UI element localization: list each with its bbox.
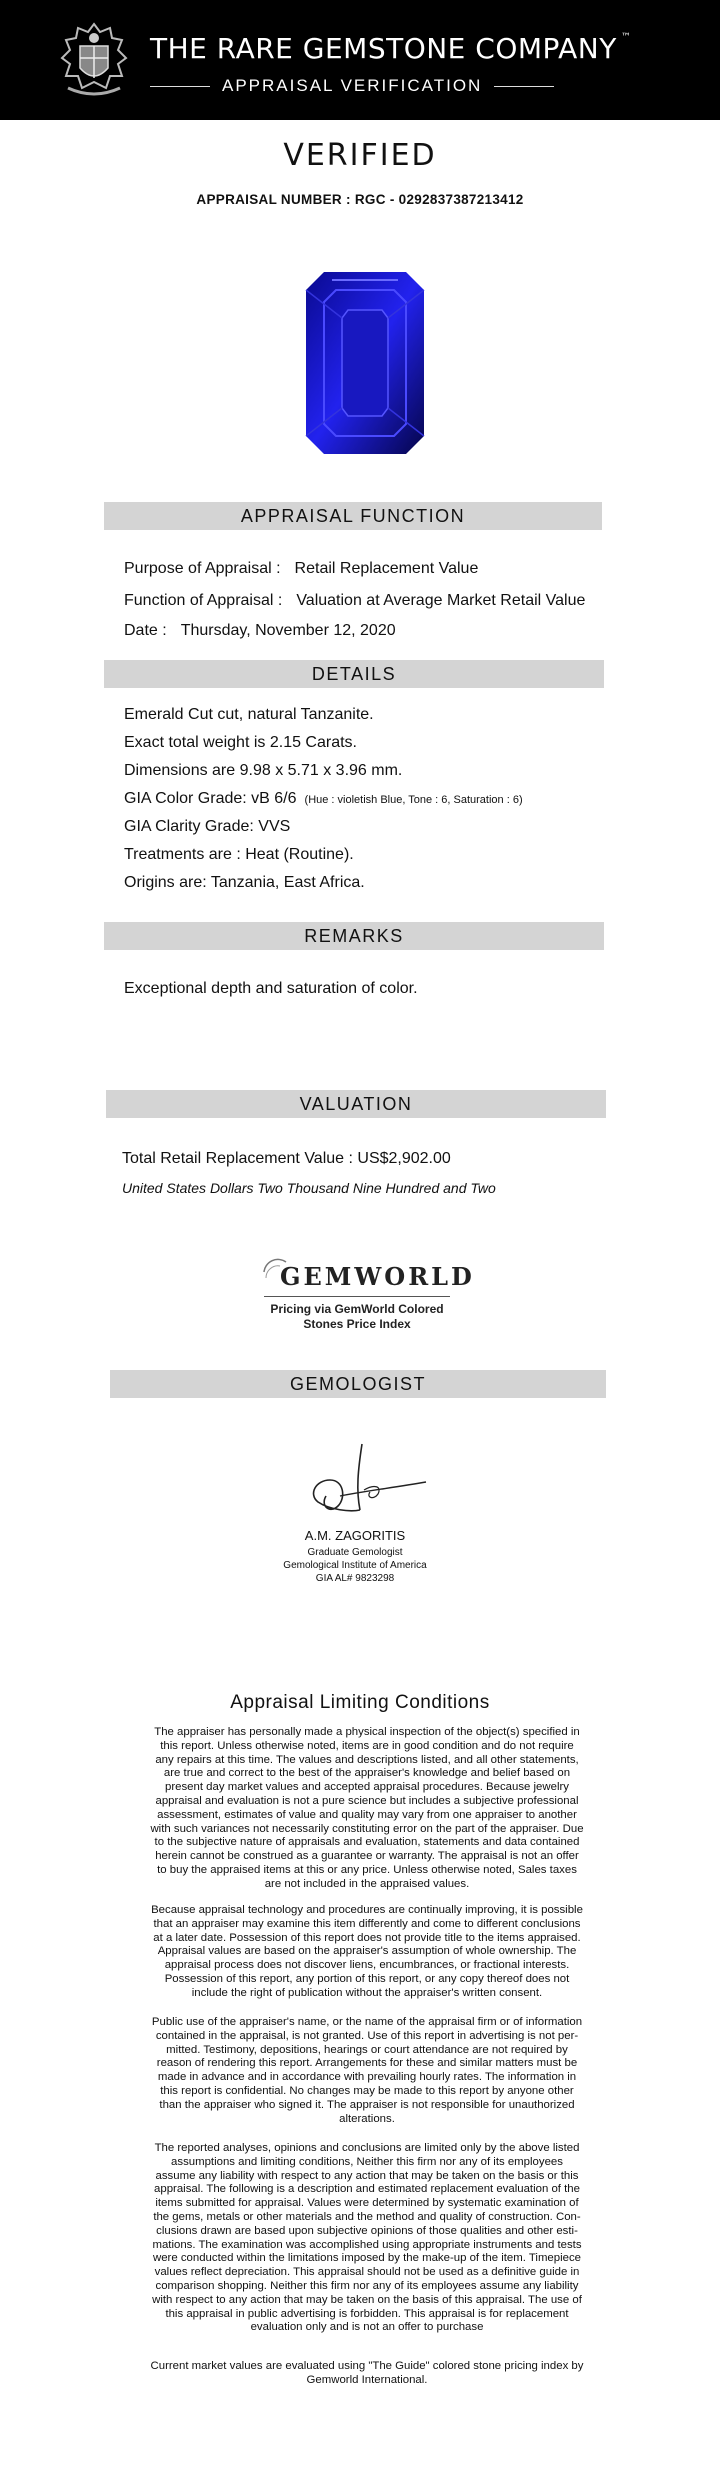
text-line: appraisal. The following is a description and estimated replacement evaluation of the [154, 2183, 580, 2196]
tanzanite-gem-image [302, 268, 428, 458]
text-line: Gemworld International. [306, 2373, 428, 2386]
text-line: Public use of the appraiser's name, or the name of the appraisal firm or of information [151, 2016, 583, 2028]
limiting-paragraph-4 [112, 2142, 622, 2335]
text-line: Current market values are evaluated using "The Guide" colored stone pricing index by [150, 2360, 584, 2372]
text-line: Because appraisal technology and procedures are continually improving, it is possible [151, 1904, 583, 1916]
text-line: Appraisal values are based on the appraiser's assumption of whole ownership. The [157, 1945, 577, 1958]
text-line: alterations. [339, 2112, 395, 2125]
text-line: at a later date. Possession of this report does not provide title to the items appraised. [153, 1931, 581, 1944]
limiting-paragraph-3 [112, 2016, 622, 2126]
text-line: comparison shopping. Neither this firm nor any of its employees assume any liability [155, 2279, 579, 2292]
text-line: with such variances not necessarily constituting error on the part of the appraiser. Due [150, 1822, 584, 1835]
text-line: with respect to any action that may be taken on the basis of this appraisal. The use of [152, 2293, 582, 2306]
crest-logo-icon [54, 18, 134, 102]
detail-origins: Origins are: Tanzania, East Africa. [124, 874, 365, 891]
date-row: Date : Thursday, November 12, 2020 [124, 622, 396, 639]
valuation-total: Total Retail Replacement Value : US$2,902.00 [122, 1150, 451, 1167]
header-bar [0, 0, 720, 120]
limiting-conditions-title: Appraisal Limiting Conditions [230, 1692, 490, 1713]
text-line: than the appraiser who signed it. The appraiser is not responsible for unauthorized [159, 2098, 575, 2111]
text-line: the gems, metals or other materials and the method and quality of construction. Con- [153, 2210, 581, 2223]
text-line: assume any liability with respect to any action that may be taken on the basis or this [155, 2169, 579, 2182]
gemologist-name: A.M. ZAGORITIS [304, 1528, 406, 1543]
text-line: mations. The examination was accomplished using appropriate instruments and tests [152, 2238, 582, 2251]
text-line: made in advance and in accordance with prevailing hourly rates. The information in [157, 2071, 577, 2084]
text-line: reason of rendering this report. Arrangements for these and similar matters must be [156, 2057, 578, 2070]
text-line: were conducted within the limitations imposed by the make-up of the item. Timepiece [153, 2252, 581, 2265]
text-line: items submitted for appraisal. Values were determined by systematic examination of [155, 2197, 579, 2210]
limiting-paragraph-1 [112, 1726, 622, 1892]
purpose-row: Purpose of Appraisal : Retail Replacement Value [124, 560, 479, 577]
text-line: to the subjective nature of appraisals and evaluation, statements and data contained [154, 1836, 580, 1849]
text-line: include the right of publication without the appraiser's written consent. [191, 1986, 543, 1999]
text-line: assessment, estimates of value and quality may vary from one appraiser to another [157, 1808, 577, 1821]
header-subtitle: APPRAISAL VERIFICATION [222, 76, 483, 95]
divider [264, 1296, 450, 1297]
verified-status: VERIFIED [283, 138, 437, 173]
text-line: evaluation only and is not an offer to purchase [250, 2321, 484, 2334]
text-line: mitted. Testimony, depositions, hearings or court attendance are not required by [166, 2043, 568, 2056]
section-heading-details: DETAILS [104, 660, 604, 688]
detail-cut: Emerald Cut cut, natural Tanzanite. [124, 706, 374, 723]
text-line: appraisal and evaluation is not a pure science but includes a subjective professional [155, 1794, 579, 1807]
color-note: (Hue : violetish Blue, Tone : 6, Saturation : 6) [304, 794, 523, 806]
detail-treatments: Treatments are : Heat (Routine). [124, 846, 354, 863]
limiting-paragraph-2 [112, 1904, 622, 2001]
text-line: are not included in the appraised values. [264, 1877, 470, 1890]
section-heading-appraisal-function: APPRAISAL FUNCTION [104, 502, 602, 530]
text-line: The appraiser has personally made a physical inspection of the object(s) specified in [154, 1726, 580, 1738]
appraisal-number: APPRAISAL NUMBER : RGC - 0292837387213412 [196, 192, 524, 207]
text-line: contained in the appraisal, is not granted. Use of this report in advertising is not per- [155, 2029, 579, 2042]
signature-image [300, 1440, 430, 1520]
text-line: appraisal process does not discover liens, encumbrances, or fractional interests. [164, 1959, 570, 1972]
detail-weight: Exact total weight is 2.15 Carats. [124, 734, 357, 751]
detail-clarity: GIA Clarity Grade: VVS [124, 818, 291, 835]
divider [494, 86, 554, 87]
gemologist-credentials: Graduate Gemologist Gemological Institute of America GIA AL# 9823298 [283, 1547, 427, 1584]
section-heading-remarks: REMARKS [104, 922, 604, 950]
text-line: Possession of this report, any portion of this report, or any copy thereof does not [164, 1972, 570, 1985]
valuation-words: United States Dollars Two Thousand Nine Hundred and Two [122, 1180, 496, 1196]
text-line: this report. Unless otherwise noted, items are in good condition and do not require [160, 1739, 574, 1752]
text-line: herein cannot be construed as a guarantee or warranty. The appraisal is not an offer [155, 1850, 579, 1863]
text-line: that an appraiser may examine this item differently and come to different conclusions [153, 1917, 581, 1930]
remarks-text: Exceptional depth and saturation of color. [124, 980, 418, 997]
text-line: this appraisal in public advertising is forbidden. This appraisal is for replacement [165, 2307, 569, 2320]
text-line: any repairs at this time. The values and descriptions listed, and all other statements, [155, 1753, 579, 1766]
limiting-paragraph-5 [112, 2360, 622, 2388]
text-line: this report is confidential. No changes may be made to this report by anyone other [160, 2084, 574, 2097]
text-line: The reported analyses, opinions and conclusions are limited only by the above listed [154, 2142, 580, 2154]
detail-dimensions: Dimensions are 9.98 x 5.71 x 3.96 mm. [124, 762, 403, 779]
text-line: to buy the appraised items at this or any price. Unless otherwise noted, Sales taxes [157, 1863, 577, 1876]
text-line: are true and correct to the best of the appraiser's knowledge and belief based on [163, 1767, 571, 1780]
section-heading-valuation: VALUATION [106, 1090, 606, 1118]
brand-name: THE RARE GEMSTONE COMPANY ™ [150, 32, 632, 65]
text-line: clusions drawn are based upon subjective opinions of those qualities and other esti- [156, 2224, 578, 2237]
text-line: values reflect depreciation. This appraisal should not be used as a definitive guide in [154, 2266, 580, 2279]
trademark: ™ [620, 32, 632, 43]
subtitle-row [150, 74, 650, 98]
divider [150, 86, 210, 87]
text-line: assumptions and limiting conditions, Neither this firm nor any of its employees [171, 2155, 563, 2168]
text-line: present day market values and accepted appraisal procedures. Because jewelry [165, 1781, 569, 1794]
gemworld-caption: Pricing via GemWorld Colored Stones Price Index [270, 1302, 444, 1331]
detail-color-grade: GIA Color Grade: vB 6/6 (Hue : violetish Blue, Tone : 6, Saturation : 6) [124, 790, 523, 807]
section-heading-gemologist: GEMOLOGIST [110, 1370, 606, 1398]
function-row: Function of Appraisal : Valuation at Average Market Retail Value [124, 592, 586, 609]
gemworld-logo-text: GEMWORLD [280, 1262, 475, 1291]
